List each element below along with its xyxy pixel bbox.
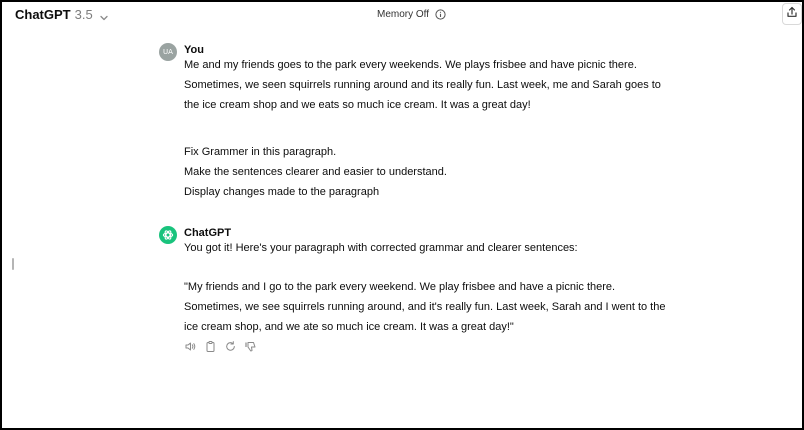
share-icon [786, 5, 798, 23]
paragraph-line: the ice cream shop and we eats so much ice cream. It was a great day! [184, 99, 531, 111]
avatar-initials: UA [163, 48, 173, 56]
memory-status[interactable] [377, 9, 446, 20]
assistant-message [159, 226, 679, 356]
read-aloud-icon[interactable] [184, 340, 197, 353]
intro-line: You got it! Here's your paragraph with corrected grammar and clearer sentences: [184, 242, 578, 254]
chatgpt-logo-icon [159, 226, 177, 244]
memory-label: Memory Off [377, 9, 430, 20]
paragraph-line: ice cream shop, and we ate so much ice cream. It was a great day!" [184, 321, 514, 333]
instruction-line: Fix Grammer in this paragraph. [184, 146, 337, 158]
assistant-paragraph [184, 277, 684, 337]
copy-icon[interactable] [204, 340, 217, 353]
message-actions [184, 340, 257, 353]
model-version: 3.5 [74, 7, 93, 22]
regenerate-icon[interactable] [224, 340, 237, 353]
thumbs-down-icon[interactable] [244, 340, 257, 353]
paragraph-line: Sometimes, we seen squirrels running around and its really fun. Last week, me and Sarah goes to [184, 79, 661, 91]
model-selector[interactable] [15, 7, 109, 22]
paragraph-line: Me and my friends goes to the park every weekends. We plays frisbee and have picnic there. [184, 59, 637, 71]
user-paragraph [184, 55, 684, 115]
user-sender-name: You [184, 44, 204, 56]
paragraph-line: Sometimes, we see squirrels running around, and it's really fun. Last week, Sarah and I went to the [184, 301, 666, 313]
paragraph-line: "My friends and I go to the park every weekend. We play frisbee and have a picnic there. [184, 281, 616, 293]
chevron-down-icon [99, 10, 109, 20]
assistant-sender-name: ChatGPT [184, 227, 232, 239]
assistant-intro [184, 238, 684, 258]
sidebar-toggle-handle[interactable] [12, 258, 14, 270]
instruction-line: Display changes made to the paragraph [184, 186, 380, 198]
user-message [159, 43, 679, 203]
instruction-line: Make the sentences clearer and easier to understand. [184, 166, 447, 178]
user-instructions [184, 142, 684, 202]
top-bar [2, 2, 802, 30]
user-avatar [159, 43, 177, 61]
share-button[interactable] [782, 3, 802, 25]
info-icon[interactable] [435, 9, 446, 20]
model-name: ChatGPT [15, 7, 71, 22]
